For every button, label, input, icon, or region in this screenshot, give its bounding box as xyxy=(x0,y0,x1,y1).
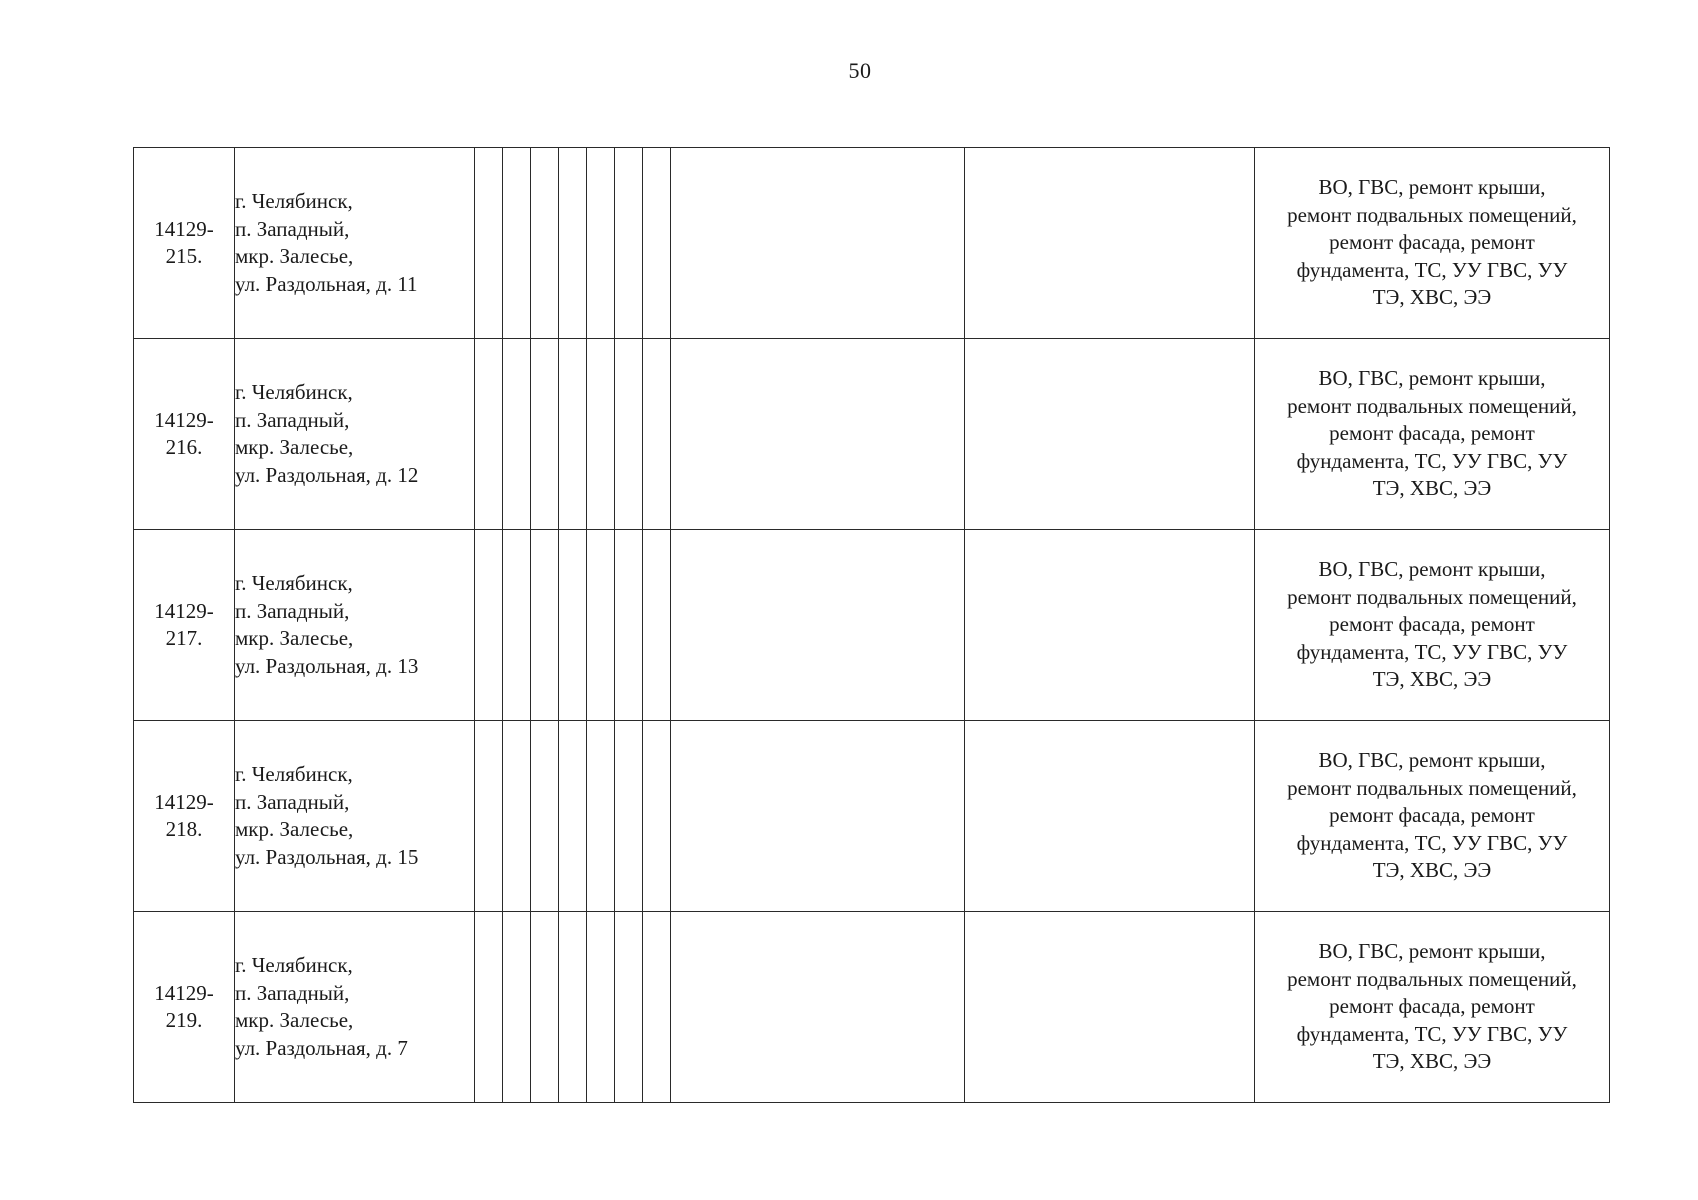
empty-cell xyxy=(531,721,559,912)
works-cell: ВО, ГВС, ремонт крыши, ремонт подвальных помещений, ремонт фасада, ремонт фундамента, ТС, УУ ГВС, УУ ТЭ, ХВС, ЭЭ xyxy=(1255,912,1610,1103)
empty-cell xyxy=(559,721,587,912)
page-number: 50 xyxy=(848,58,872,83)
table-row xyxy=(134,912,1610,1103)
empty-cell xyxy=(965,912,1255,1103)
empty-cell xyxy=(587,912,615,1103)
empty-cell xyxy=(671,148,965,339)
empty-cell xyxy=(965,148,1255,339)
empty-cell xyxy=(643,530,671,721)
empty-cell xyxy=(643,912,671,1103)
table-row xyxy=(134,530,1610,721)
record-number: 14129- 215. xyxy=(134,148,235,339)
empty-cell xyxy=(587,148,615,339)
empty-cell xyxy=(615,912,643,1103)
empty-cell xyxy=(671,912,965,1103)
empty-cell xyxy=(559,530,587,721)
works-cell: ВО, ГВС, ремонт крыши, ремонт подвальных помещений, ремонт фасада, ремонт фундамента, ТС, УУ ГВС, УУ ТЭ, ХВС, ЭЭ xyxy=(1255,721,1610,912)
table-row xyxy=(134,339,1610,530)
record-number: 14129- 219. xyxy=(134,912,235,1103)
address-cell: г. Челябинск, п. Западный, мкр. Залесье, ул. Раздольная, д. 13 xyxy=(235,530,475,721)
register-table xyxy=(133,147,1610,1103)
address-cell: г. Челябинск, п. Западный, мкр. Залесье, ул. Раздольная, д. 7 xyxy=(235,912,475,1103)
empty-cell xyxy=(503,339,531,530)
address-cell: г. Челябинск, п. Западный, мкр. Залесье, ул. Раздольная, д. 15 xyxy=(235,721,475,912)
empty-cell xyxy=(475,339,503,530)
empty-cell xyxy=(615,148,643,339)
record-number: 14129- 217. xyxy=(134,530,235,721)
empty-cell xyxy=(671,721,965,912)
works-cell: ВО, ГВС, ремонт крыши, ремонт подвальных помещений, ремонт фасада, ремонт фундамента, ТС, УУ ГВС, УУ ТЭ, ХВС, ЭЭ xyxy=(1255,530,1610,721)
empty-cell xyxy=(475,912,503,1103)
empty-cell xyxy=(587,339,615,530)
empty-cell xyxy=(503,148,531,339)
empty-cell xyxy=(531,339,559,530)
empty-cell xyxy=(615,530,643,721)
empty-cell xyxy=(965,339,1255,530)
empty-cell xyxy=(475,530,503,721)
empty-cell xyxy=(503,912,531,1103)
empty-cell xyxy=(615,721,643,912)
empty-cell xyxy=(965,530,1255,721)
empty-cell xyxy=(475,148,503,339)
empty-cell xyxy=(643,721,671,912)
empty-cell xyxy=(531,148,559,339)
empty-cell xyxy=(587,530,615,721)
empty-cell xyxy=(559,148,587,339)
works-cell: ВО, ГВС, ремонт крыши, ремонт подвальных помещений, ремонт фасада, ремонт фундамента, ТС, УУ ГВС, УУ ТЭ, ХВС, ЭЭ xyxy=(1255,148,1610,339)
empty-cell xyxy=(503,530,531,721)
empty-cell xyxy=(671,530,965,721)
empty-cell xyxy=(531,530,559,721)
address-cell: г. Челябинск, п. Западный, мкр. Залесье, ул. Раздольная, д. 11 xyxy=(235,148,475,339)
empty-cell xyxy=(615,339,643,530)
works-cell: ВО, ГВС, ремонт крыши, ремонт подвальных помещений, ремонт фасада, ремонт фундамента, ТС, УУ ГВС, УУ ТЭ, ХВС, ЭЭ xyxy=(1255,339,1610,530)
empty-cell xyxy=(475,721,503,912)
address-cell: г. Челябинск, п. Западный, мкр. Залесье, ул. Раздольная, д. 12 xyxy=(235,339,475,530)
table-row xyxy=(134,721,1610,912)
table-row xyxy=(134,148,1610,339)
empty-cell xyxy=(643,339,671,530)
empty-cell xyxy=(559,912,587,1103)
empty-cell xyxy=(531,912,559,1103)
empty-cell xyxy=(559,339,587,530)
empty-cell xyxy=(643,148,671,339)
empty-cell xyxy=(587,721,615,912)
empty-cell xyxy=(965,721,1255,912)
record-number: 14129- 216. xyxy=(134,339,235,530)
empty-cell xyxy=(503,721,531,912)
empty-cell xyxy=(671,339,965,530)
record-number: 14129- 218. xyxy=(134,721,235,912)
